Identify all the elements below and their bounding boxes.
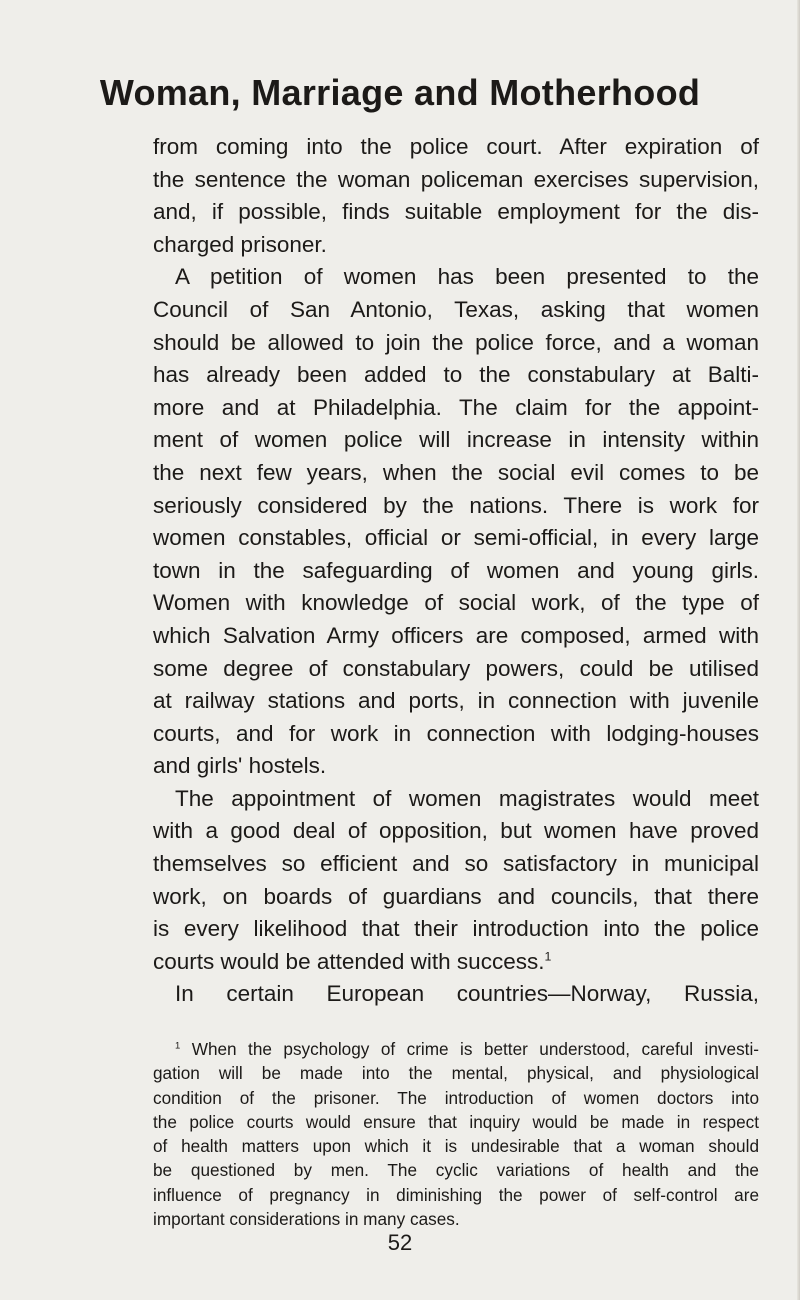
body-line: charged prisoner. [153,231,327,257]
body-line: the sentence the woman policeman exercises supervision, [153,166,759,192]
footnote-line: gation will be made into the mental, physical, and physiological [153,1063,759,1084]
footnote-line [153,1037,759,1061]
body-line: women constables, official or semi-official, in every large [153,525,759,551]
body-line: more and at Philadelphia. The claim for the appoint- [153,394,759,420]
body-line: In certain European countries—Norway, Russia, [175,981,759,1007]
body-line: The appointment of women magistrates would meet [175,785,759,811]
body-line: the next few years, when the social evil comes to be [153,459,759,485]
footnote-marker: 1 [544,949,552,964]
body-line: is every likelihood that their introduction into the police [153,916,759,942]
body-line: town in the safeguarding of women and young girls. [153,557,759,583]
page-number: 52 [387,1230,413,1255]
footnote-line: the police courts would ensure that inquiry would be made in respect [153,1111,759,1132]
body-text [153,131,759,1011]
body-line: A petition of women has been presented to the [175,264,759,290]
body-line: Women with knowledge of social work, of the type of [153,590,759,616]
body-line: seriously considered by the nations. There is work for [153,492,759,518]
body-line-text: courts would be attended with success. [153,948,545,974]
body-line: Council of San Antonio, Texas, asking that women [153,296,759,322]
body-line: themselves so efficient and so satisfactory in municipal [153,851,759,877]
footnote-line: important considerations in many cases. [153,1209,460,1230]
body-line: and, if possible, finds suitable employment for the dis- [153,199,759,225]
footnote-line: influence of pregnancy in diminishing the power of self-control are [153,1184,759,1205]
footnote [153,1037,759,1231]
footnote-line: be questioned by men. The cyclic variations of health and the [153,1160,759,1181]
body-line: work, on boards of guardians and councils, that there [153,883,759,909]
body-line: has already been added to the constabulary at Balti- [153,362,759,388]
body-line: some degree of constabulary powers, could be utilised [153,655,759,681]
body-line: should be allowed to join the police force, and a woman [153,329,759,355]
body-line: which Salvation Army officers are composed, armed with [153,622,759,648]
body-line: ment of women police will increase in intensity within [153,427,759,453]
footnote-line: of health matters upon which it is undesirable that a woman should [153,1136,759,1157]
footnote-line: condition of the prisoner. The introduction of women doctors into [153,1087,759,1108]
body-line [153,946,759,979]
body-line: at railway stations and ports, in connection with juvenile [153,688,759,714]
body-line: courts, and for work in connection with lodging-houses [153,720,759,746]
body-line: and girls' hostels. [153,753,327,779]
footnote-line-text: When the psychology of crime is better understood, careful investi- [191,1039,759,1059]
footnote-number: 1 [175,1040,181,1052]
body-line: with a good deal of opposition, but women have proved [153,818,759,844]
body-line: from coming into the police court. After expiration of [153,134,759,159]
running-head: Woman, Marriage and Motherhood [99,72,701,113]
